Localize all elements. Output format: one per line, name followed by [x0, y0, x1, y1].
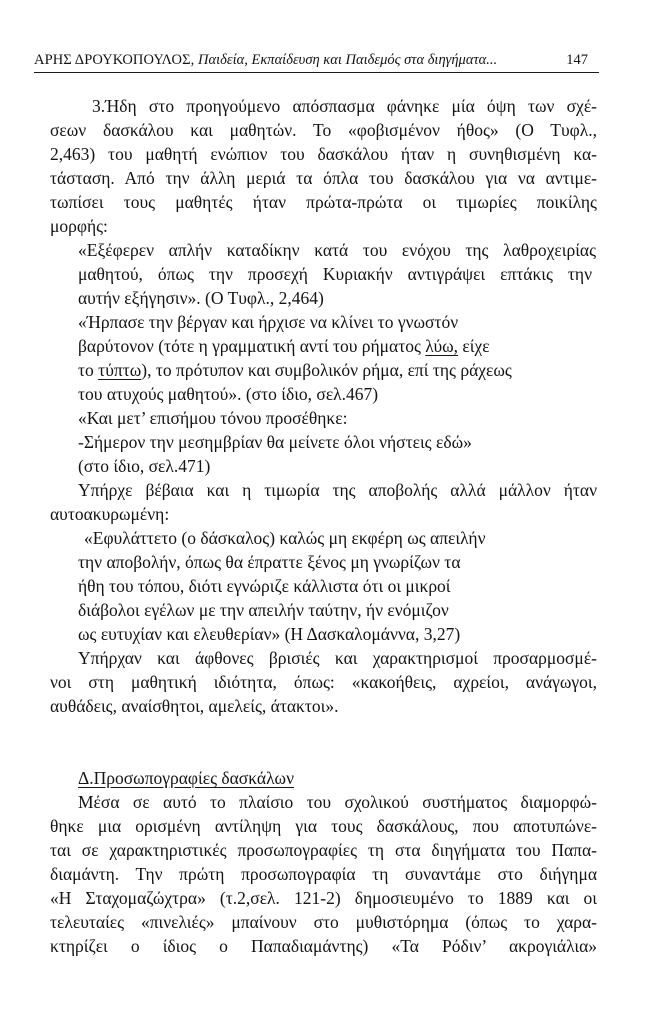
quote-line: το τύπτω), το πρότυπον και συμβολικόν ρήμα, επί της ράχεως: [78, 360, 512, 380]
underlined-word: λύω,: [425, 336, 459, 356]
text-line: Μέσα σε αυτό το πλαίσιο του σχολικού συστήματος διαμορφώ-: [78, 792, 597, 812]
quote-line: βαρύτονον (τότε η γραμματική αντί του ρήματος λύω, είχε: [78, 336, 490, 356]
quote-line: «Ήρπασε την βέργαν και ήρχισε να κλίνει το γνωστόν: [78, 312, 459, 332]
quote-line: -Σήμερον την μεσημβρίαν θα μείνετε όλοι νήστεις εδώ»: [78, 432, 472, 452]
text-line: τάσταση. Από την άλλη μεριά τα όπλα του δασκάλου για να αντιμε-: [50, 168, 597, 188]
quote-line: «Εξέφερεν απλήν καταδίκην κατά του ενόχου της λαθροχειρίας: [78, 240, 596, 260]
text-line: νοι στη μαθητική ιδιότητα, όπως: «κακοήθεις, αχρείοι, ανάγωγοι,: [50, 672, 597, 692]
quote-line: ήθη του τόπου, διότι εγνώριζε κάλλιστα ότι οι μικροί: [78, 576, 451, 596]
page-number: 147: [566, 52, 588, 68]
quote-line: «Και μετ’ επισήμου τόνου προσέθηκε:: [78, 408, 348, 428]
text-line: αυτοακυρωμένη:: [50, 504, 170, 524]
quote-line: μαθητού, όπως την προσεχή Κυριακήν αντιγράψει επτάκις την: [78, 264, 592, 284]
text-line: 3.Ήδη στο προηγούμενο απόσπασμα φάνηκε μία όψη των σχέ-: [92, 96, 597, 116]
quote-line: αυτήν εξήγησιν». (Ο Τυφλ., 2,464): [78, 288, 324, 308]
text-line: μορφής:: [50, 216, 108, 236]
text-line: διαμάντη. Την πρώτη προσωπογραφία τη συναντάμε στο διήγημα: [50, 864, 597, 884]
text-line: ται σε χαρακτηριστικές προσωπογραφίες τη στα διηγήματα του Παπα-: [50, 840, 597, 860]
section-heading: Δ.Προσωπογραφίες δασκάλων: [78, 768, 294, 788]
text-line: τωπίσει τους μαθητές ήταν πρώτα-πρώτα οι τιμωρίες ποικίλης: [50, 192, 597, 212]
text-line: αυθάδεις, αναίσθητοι, αμελείς, άτακτοι».: [50, 696, 339, 716]
quote-line: του ατυχούς μαθητού». (στο ίδιο, σελ.467): [78, 384, 379, 404]
text-line: θηκε μια ορισμένη αντίληψη για τους δασκάλους, που αποτυπώνε-: [50, 816, 597, 836]
text-line: 2,463) του μαθητή ενώπιον του δασκάλου ήταν η συνηθισμένη κα-: [50, 144, 597, 164]
header-author: ΑΡΗΣ ΔΡΟΥΚΟΠΟΥΛΟΣ,: [34, 52, 195, 68]
header-rule: [34, 72, 599, 73]
quote-line: ως ευτυχίαν και ελευθερίαν» (Η Δασκαλομάννα, 3,27): [78, 624, 461, 644]
quote-line: την αποβολήν, όπως θα έπραττε ξένος μη γνωρίζων τα: [78, 552, 461, 572]
text-line: Υπήρχαν και άφθονες βρισιές και χαρακτηρισμοί προσαρμοσμέ-: [78, 648, 597, 668]
quote-line: διάβολοι εγέλων με την απειλήν ταύτην, ήν ενόμιζον: [78, 600, 449, 620]
header-title: Παιδεία, Εκπαίδευση και Παιδεμός στα διηγήματα...: [198, 52, 498, 68]
underlined-word: τύπτω: [98, 360, 142, 380]
text-line: κτηρίζει ο ίδιος ο Παπαδιαμάντης) «Τα Ρόδιν’ ακρογιάλια»: [50, 936, 597, 956]
text-line: «Η Σταχομαζώχτρα» (τ.2,σελ. 121-2) δημοσιευμένο το 1889 και οι: [50, 888, 597, 908]
text-line: σεων δασκάλου και μαθητών. Το «φοβισμένον ήθος» (Ο Τυφλ.,: [50, 120, 597, 140]
running-header: [34, 50, 600, 70]
text-line: τελευταίες «πινελιές» μπαίνουν στο μυθιστόρημα (όπως το χαρα-: [50, 912, 597, 932]
text-line: Υπήρχε βέβαια και η τιμωρία της αποβολής αλλά μάλλον ήταν: [78, 480, 597, 500]
quote-line: «Εφυλάττετο (ο δάσκαλος) καλώς μη εκφέρη ως απειλήν: [84, 528, 486, 548]
quote-line: (στο ίδιο, σελ.471): [78, 456, 211, 476]
